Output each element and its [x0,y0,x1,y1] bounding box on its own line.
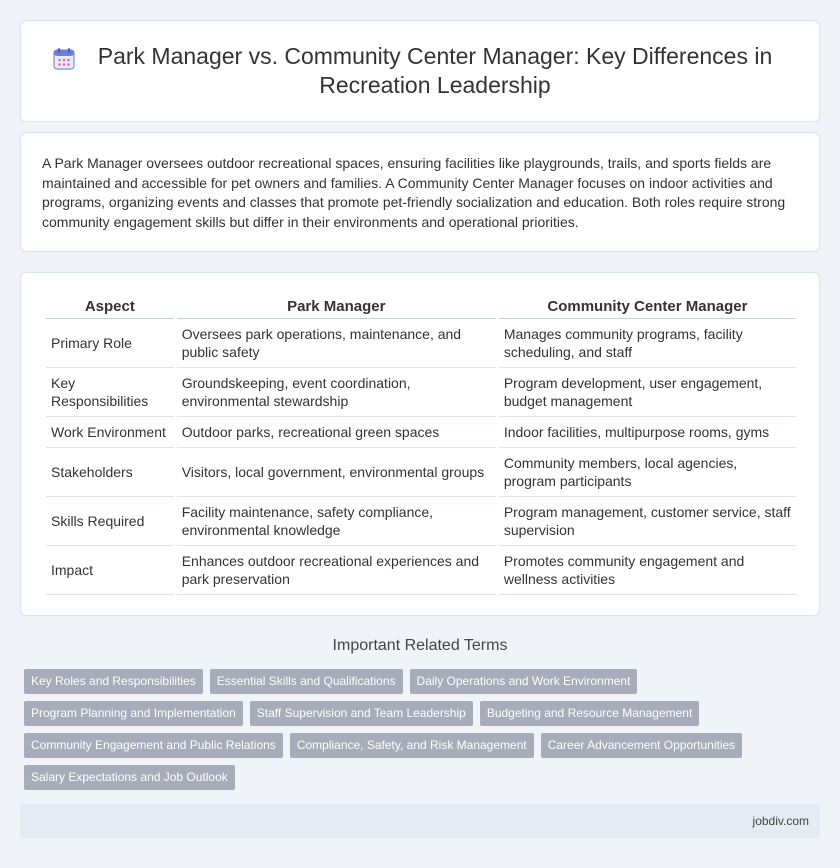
row-community-center-manager: Promotes community engagement and wellness activities [499,546,796,595]
related-term-tag[interactable]: Budgeting and Resource Management [480,701,699,726]
footer [20,804,820,838]
related-terms-list [24,669,804,797]
related-term-tag[interactable]: Essential Skills and Qualifications [210,669,403,694]
row-park-manager: Visitors, local government, environmental groups [177,448,496,497]
row-community-center-manager: Indoor facilities, multipurpose rooms, gyms [499,417,796,448]
row-community-center-manager: Manages community programs, facility scheduling, and staff [499,319,796,368]
intro-paragraph: A Park Manager oversees outdoor recreational spaces, ensuring facilities like playgrounds, trails, and sports fields are maintained and accessible for pet owners and families. A Community Center Manager focuses on indoor activities and programs, organizing events and classes that promote pet-friendly socialization and education. Both roles require strong community engagement skills but differ in their environments and operational priorities. [42,155,786,230]
related-term-tag[interactable]: Compliance, Safety, and Risk Management [290,733,534,758]
related-term-tag[interactable]: Daily Operations and Work Environment [410,669,638,694]
row-park-manager: Oversees park operations, maintenance, and public safety [177,319,496,368]
comparison-table [43,296,799,595]
row-park-manager: Facility maintenance, safety compliance, environmental knowledge [177,497,496,546]
table-row [46,417,796,448]
related-term-tag[interactable]: Community Engagement and Public Relations [24,733,283,758]
related-term-tag[interactable]: Salary Expectations and Job Outlook [24,765,235,790]
page-title: Park Manager vs. Community Center Manager: Key Differences in Recreation Leadership [97,43,773,98]
header-community-center-manager: Community Center Manager [499,296,796,319]
row-aspect: Work Environment [46,417,174,448]
row-aspect: Impact [46,546,174,595]
table-row [46,448,796,497]
table-row [46,497,796,546]
intro-card [20,132,820,252]
related-term-tag[interactable]: Key Roles and Responsibilities [24,669,203,694]
row-community-center-manager: Program development, user engagement, budget management [499,368,796,417]
site-link[interactable]: jobdiv.com [752,814,809,828]
row-aspect: Key Responsibilities [46,368,174,417]
header-park-manager: Park Manager [177,296,496,319]
row-community-center-manager: Community members, local agencies, program participants [499,448,796,497]
row-park-manager: Groundskeeping, event coordination, environmental stewardship [177,368,496,417]
header-aspect: Aspect [46,296,174,319]
title-card [20,20,820,122]
row-aspect: Stakeholders [46,448,174,497]
table-row [46,319,796,368]
row-community-center-manager: Program management, customer service, staff supervision [499,497,796,546]
related-term-tag[interactable]: Staff Supervision and Team Leadership [250,701,473,726]
row-park-manager: Enhances outdoor recreational experiences and park preservation [177,546,496,595]
row-park-manager: Outdoor parks, recreational green spaces [177,417,496,448]
related-term-tag[interactable]: Career Advancement Opportunities [541,733,742,758]
table-header-row [46,296,796,319]
table-row [46,368,796,417]
table-row [46,546,796,595]
row-aspect: Skills Required [46,497,174,546]
comparison-card [20,272,820,616]
related-terms-heading: Important Related Terms [332,637,508,654]
row-aspect: Primary Role [46,319,174,368]
related-term-tag[interactable]: Program Planning and Implementation [24,701,243,726]
